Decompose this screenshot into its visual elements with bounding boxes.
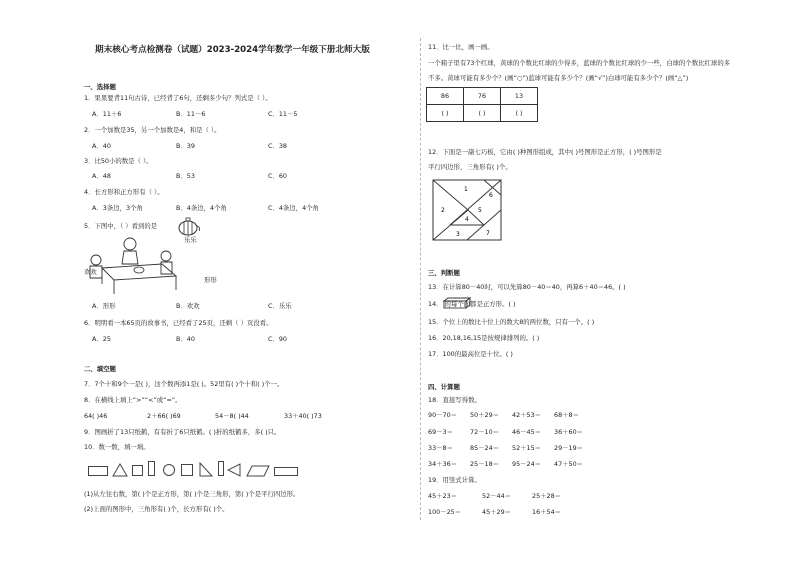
calc-item: 68＋8＝ bbox=[554, 411, 579, 419]
tangram-label-1: 1 bbox=[464, 186, 468, 193]
calc-item: 46－45＝ bbox=[512, 428, 542, 436]
shape-left-triangle bbox=[227, 463, 241, 477]
shape-thin-rectangle bbox=[218, 461, 224, 476]
question-9: 9．图画折了13只纸鹤，有有折了6只纸鹤。( )折的纸鹤多，多( )只。 bbox=[84, 428, 281, 436]
question-10-part-1: (1)从左往右数，第( )个是正方形，第( )个是三角形，第( )个是平行四边形。 bbox=[84, 490, 300, 498]
question-17: 17．100的最高位是十位。( ) bbox=[428, 350, 513, 358]
q4-option-c: C．4条边，4个角 bbox=[268, 204, 319, 212]
tangram-label-6: 6 bbox=[489, 192, 493, 199]
q3-option-b: B．53 bbox=[176, 172, 195, 180]
shape-square bbox=[132, 465, 143, 476]
tangram-label-4: 4 bbox=[465, 216, 469, 223]
q1-option-c: C．11－5 bbox=[268, 110, 298, 118]
question-14: 14． 的每个面都是正方形。( ) bbox=[428, 300, 516, 308]
calc-item: 50＋29＝ bbox=[470, 411, 500, 419]
calc-item: 42＋53＝ bbox=[512, 411, 542, 419]
q8-item-3: 54－8( )44 bbox=[215, 412, 249, 420]
question-13: 13．在计算80－40时，可以先算80－40＝40，再算6＋40＝46。( ) bbox=[428, 283, 626, 291]
section-judge-heading: 三、判断题 bbox=[428, 269, 460, 277]
q4-option-b: B．4条边，4个角 bbox=[176, 204, 227, 212]
question-10: 10．数一数，填一填。 bbox=[84, 443, 150, 451]
page-title: 期末核心考点检测卷（试题）2023-2024学年数学一年级下册北师大版 bbox=[95, 45, 370, 55]
q4-option-a: A．3条边，3个角 bbox=[92, 204, 143, 212]
question-10-part-2: (2)上面的图形中，三角形有( )个，长方形有( )个。 bbox=[84, 505, 229, 513]
calc-item: 90－70＝ bbox=[428, 411, 458, 419]
question-16: 16．20,18,16,15是按规律排列的。( ) bbox=[428, 334, 540, 342]
shape-long-rectangle bbox=[274, 467, 298, 476]
q6-option-c: C．90 bbox=[268, 335, 287, 343]
calc-item: 85－24＝ bbox=[470, 444, 500, 452]
question-6: 6．明明看一本65页的故事书，已经看了25页，还剩（ ）页没看。 bbox=[84, 319, 273, 327]
ball-count-cell: 86 bbox=[427, 88, 464, 105]
question-4: 4．长方形和正方形有（ ）。 bbox=[84, 188, 164, 196]
vertical-calc-item: 52－44＝ bbox=[482, 492, 512, 500]
shape-triangle bbox=[112, 463, 128, 477]
answer-cell[interactable]: ( ) bbox=[427, 105, 464, 122]
calc-item: 52＋15＝ bbox=[512, 444, 542, 452]
cuboid-icon bbox=[443, 297, 471, 309]
ball-count-cell: 13 bbox=[501, 88, 538, 105]
vertical-calc-item: 45＋29＝ bbox=[482, 508, 512, 516]
tangram-label-3: 3 bbox=[456, 231, 460, 238]
q2-option-b: B．39 bbox=[176, 142, 195, 150]
shape-parallelogram bbox=[246, 465, 270, 477]
question-12-line-2: 平行四边形，三角形有( )个。 bbox=[428, 163, 512, 171]
q2-option-a: A．40 bbox=[92, 142, 111, 150]
question-8: 8．在横线上填上“>”“<”或“=”。 bbox=[84, 396, 182, 404]
section-choice-heading: 一、选择题 bbox=[84, 83, 116, 91]
shape-square-2 bbox=[181, 464, 193, 476]
vertical-calc-item: 45＋23＝ bbox=[428, 492, 458, 500]
question-2: 2．一个加数是35，另一个加数是4，和是（ ）。 bbox=[84, 126, 221, 134]
q8-item-4: 33＋40( )73 bbox=[284, 412, 322, 420]
ball-count-cell: 76 bbox=[464, 88, 501, 105]
q6-option-b: B．40 bbox=[176, 335, 195, 343]
calc-item: 29－19＝ bbox=[554, 444, 584, 452]
question-15: 15．个位上的数比十位上的数大8的两位数，只有一个。( ) bbox=[428, 318, 595, 326]
q8-item-2: 2＋66( )69 bbox=[147, 412, 181, 420]
shape-right-triangle bbox=[198, 462, 214, 477]
q6-option-a: A．25 bbox=[92, 335, 111, 343]
calc-item: 95－24＝ bbox=[512, 460, 542, 468]
question-12-line-1: 12．下面是一副七巧板，它由( )种图形组成，其中( )号图形是正方形，( )号图形是 bbox=[428, 148, 662, 156]
shape-tall-rectangle bbox=[148, 461, 155, 476]
question-11: 11．比一比，画一画。 bbox=[428, 43, 494, 51]
label-lele: 乐乐 bbox=[184, 236, 197, 244]
ball-count-table bbox=[426, 87, 538, 122]
q5-option-b: B．欢欢 bbox=[176, 302, 200, 310]
vertical-calc-item: 25＋28＝ bbox=[532, 492, 562, 500]
shape-circle bbox=[163, 464, 175, 476]
question-1: 1．果果要背11句古诗，已经背了6句，还剩多少句？列式是（ ）。 bbox=[84, 94, 272, 102]
section-fill-heading: 二、填空题 bbox=[84, 365, 116, 373]
q3-option-c: C．60 bbox=[268, 172, 287, 180]
shape-rectangle bbox=[88, 466, 108, 476]
tangram-label-2: 2 bbox=[441, 207, 445, 214]
question-11-text-1: 一个箱子里有73个红球，黄球的个数比红球的少得多，蓝球的个数比红球的少一些，白球的个数比红球的多 bbox=[428, 59, 731, 67]
q8-item-1: 64( )46 bbox=[84, 412, 108, 420]
vertical-calc-item: 100－25＝ bbox=[428, 508, 462, 516]
column-divider bbox=[420, 38, 421, 520]
q5-option-a: A．形形 bbox=[92, 302, 116, 310]
calc-item: 33－8＝ bbox=[428, 444, 453, 452]
q3-option-a: A．48 bbox=[92, 172, 111, 180]
q2-option-c: C．38 bbox=[268, 142, 287, 150]
label-huanhuan: 欢欢 bbox=[84, 268, 97, 276]
question-11-text-2: 不多。黄球可能有多少个？(画“○”)蓝球可能有多少个？(画“√”)白球可能有多少个？(画“△”) bbox=[428, 74, 689, 82]
calc-item: 36＋60＝ bbox=[554, 428, 584, 436]
question-3: 3．比50小的数是（ ）。 bbox=[84, 157, 153, 165]
tangram-label-5: 5 bbox=[478, 207, 482, 214]
tangram-label-7: 7 bbox=[486, 230, 490, 237]
tangram-figure bbox=[432, 179, 502, 241]
section-calc-heading: 四、计算题 bbox=[428, 383, 460, 391]
q1-option-a: A．11＋6 bbox=[92, 110, 122, 118]
calc-item: 72－10＝ bbox=[470, 428, 500, 436]
vertical-calc-item: 16＋54＝ bbox=[532, 508, 562, 516]
question-18: 18．直接写得数。 bbox=[428, 396, 481, 404]
question-5: 5．下图中，（ ）看到的是 bbox=[84, 222, 158, 230]
calc-item: 34＋36＝ bbox=[428, 460, 458, 468]
question-19: 19．用竖式计算。 bbox=[428, 476, 481, 484]
calc-item: 25－18＝ bbox=[470, 460, 500, 468]
calc-item: 47＋50＝ bbox=[554, 460, 584, 468]
q1-option-b: B．11－6 bbox=[176, 110, 206, 118]
answer-cell[interactable]: ( ) bbox=[464, 105, 501, 122]
q5-option-c: C．乐乐 bbox=[268, 302, 292, 310]
question-7: 7．7个十和9个一是( )，这个数再添1是( )。52里有( )个十和( )个一。 bbox=[84, 380, 284, 388]
calc-item: 69－3＝ bbox=[428, 428, 453, 436]
teapot-icon bbox=[176, 216, 202, 236]
label-xingxing: 形形 bbox=[204, 276, 217, 284]
answer-cell[interactable]: ( ) bbox=[501, 105, 538, 122]
